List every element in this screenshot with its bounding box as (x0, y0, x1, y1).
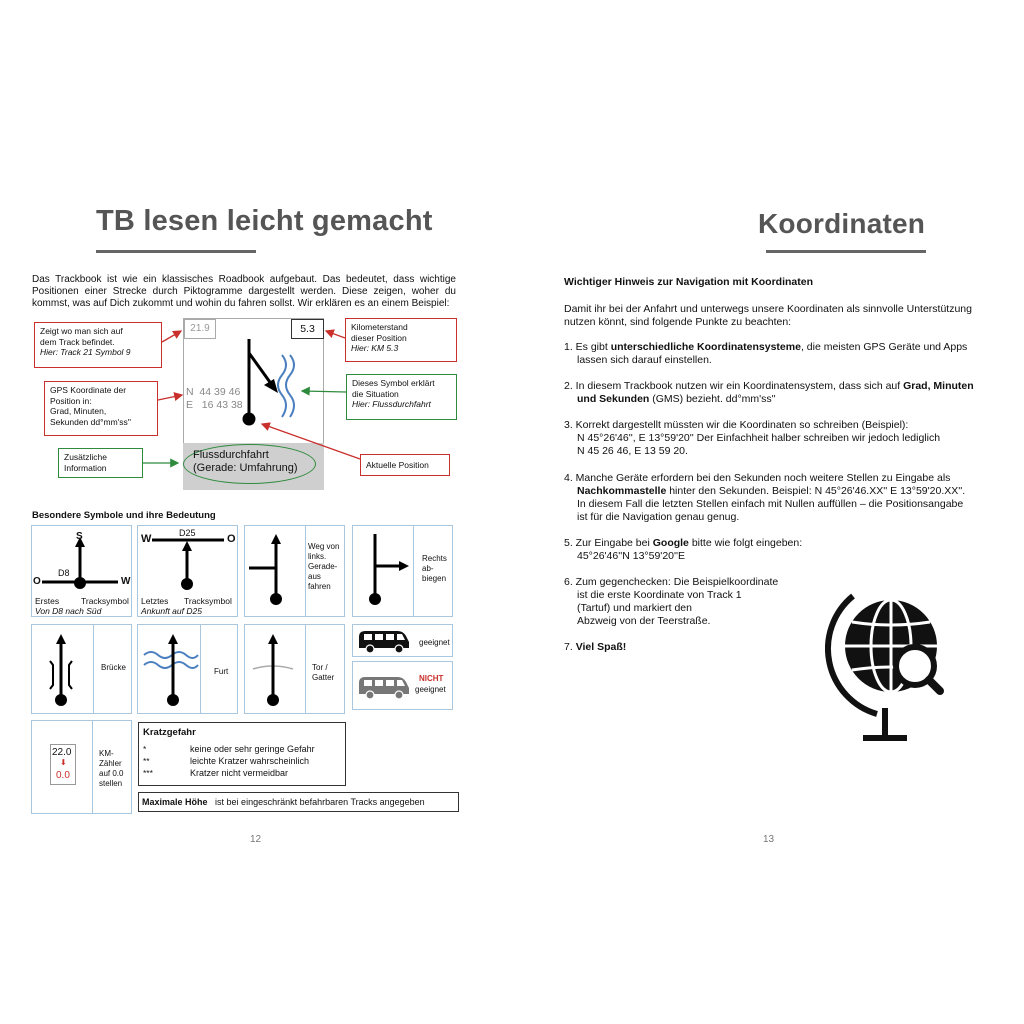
coordinate-e: E 16 43 38 (186, 399, 243, 411)
callout-km: Kilometerstand dieser Position Hier: KM 5.3 (345, 318, 457, 362)
right-page-title: Koordinaten (758, 208, 926, 239)
point-1: 1. Es gibt unterschiedliche Koordinatensysteme, die meisten GPS Geräte und Apps lassen sich darauf einstellen. (564, 341, 968, 366)
info-line-1: Flussdurchfahrt (193, 449, 269, 461)
left-intro: Das Trackbook ist wie ein klassisches Roadbook aufgebaut. Das bedeutet, dass wichtige Positionen einer Strecke durch Piktogramme dargestellt werden. Diese zeigen, woher du kommst, was auf Dich zukommt und wohin du fahren sollst. Wir erklären es an einem Beispiel: (32, 274, 456, 309)
ford-icon (138, 625, 200, 715)
symbol-way-from-left: Weg von links. Gerade-aus fahren (244, 525, 345, 617)
kratz-row-3-stars: *** (143, 768, 153, 778)
kratz-row-1-stars: * (143, 744, 147, 754)
down-arrow-icon: ⬇ (60, 758, 67, 767)
turn-right-icon (353, 526, 413, 616)
callout-gps: GPS Koordinate der Position in: Grad, Minuten, Sekunden dd°mm'ss'' (44, 381, 158, 436)
symbols-heading: Besondere Symbole und ihre Bedeutung (32, 510, 216, 521)
coordinate-n: N 44 39 46 (186, 386, 241, 398)
point-3: 3. Korrekt dargestellt müssten wir die Koordinaten so schreiben (Beispiel): N 45°26'46'', E 13°59'20'' Der Einfachheit halber schreiben wir jedoch lediglich N 45 26 46, E 13 59 20. (564, 419, 941, 457)
right-title-rule (766, 250, 926, 253)
kratz-row-1-text: keine oder sehr geringe Gefahr (190, 744, 315, 754)
point-7: 7. Viel Spaß! (564, 641, 627, 653)
max-height-box: Maximale Höhe ist bei eingeschränkt befahrbaren Tracks angegeben (138, 792, 459, 812)
kratzgefahr-box: Kratzgefahr * keine oder sehr geringe Gefahr ** leichte Kratzer wahrscheinlich *** Kratzer nicht vermeidbar (138, 722, 346, 786)
point-4: 4. Manche Geräte erfordern bei den Sekunden noch weitere Stellen zu Eingabe als Nachkommastelle hinter den Sekunden. Beispiel: N 45°26'46.XX'' E 13°59'20.XX''. In diesem Fall die letzten Stellen einfach mit Nullen auffüllen – die Positionsangabe ist für die Navigation genau genug. (564, 472, 966, 523)
van-not-suitable: NICHT geeignet (352, 661, 453, 710)
kratz-row-2-stars: ** (143, 756, 150, 766)
symbol-first-track: S O W D8 Erstes Tracksymbol Von D8 nach Süd (31, 525, 132, 617)
point-6: 6. Zum gegenchecken: Die Beispielkoordinate ist die erste Koordinate von Track 1 (Tartuf) und markiert den Abzweig von der Teerstraße. (564, 576, 779, 627)
gate-icon (245, 625, 305, 715)
km-position-box: 5.3 (291, 319, 324, 339)
callout-position: Aktuelle Position (360, 454, 450, 476)
way-from-left-icon (245, 526, 305, 616)
info-line-2: (Gerade: Umfahrung) (193, 462, 298, 474)
page-number-left: 12 (250, 834, 262, 845)
point-2: 2. In diesem Trackbook nutzen wir ein Koordinatensystem, dass sich auf Grad, Minuten und Sekunden (GMS) bezieht. dd°mm'ss'' (564, 380, 974, 405)
left-page-title: TB lesen leicht gemacht (96, 205, 433, 237)
page-number-right: 13 (763, 834, 775, 845)
callout-extra: Zusätzliche Information (58, 448, 143, 478)
bridge-icon (32, 625, 92, 715)
symbol-gate: Tor / Gatter (244, 624, 345, 714)
symbol-bridge: Brücke (31, 624, 132, 714)
callout-symbol: Dieses Symbol erklärt die Situation Hier: Flussdurchfahrt (346, 374, 457, 420)
globe-search-icon (825, 588, 945, 744)
symbol-last-track: W O D25 Letztes Tracksymbol Ankunft auf D25 (137, 525, 238, 617)
symbol-ford: Furt (137, 624, 238, 714)
km-total-box: 21.9 (184, 319, 216, 339)
right-intro: Damit ihr bei der Anfahrt und unterwegs unsere Koordinaten als sinnvolle Unterstützung nutzen könnt, sind folgende Punkte zu beachten: (564, 303, 972, 328)
kratz-row-2-text: leichte Kratzer wahrscheinlich (190, 756, 310, 766)
point-5: 5. Zur Eingabe bei Google bitte wie folgt eingeben: 45°26'46''N 13°59'20''E (564, 537, 803, 562)
right-subtitle: Wichtiger Hinweis zur Navigation mit Koordinaten (564, 276, 814, 288)
van-icon (356, 628, 411, 655)
kratz-row-3-text: Kratzer nicht vermeidbar (190, 768, 289, 778)
callout-track: Zeigt wo man sich auf dem Track befindet. Hier: Track 21 Symbol 9 (34, 322, 162, 368)
symbol-turn-right: Rechts ab-biegen (352, 525, 453, 617)
km-counter-reset: 22.0 ⬇ 0.0 KM-Zähler auf 0.0 stellen (31, 720, 132, 814)
van-suitable: geeignet (352, 624, 453, 657)
van-grey-icon (356, 674, 411, 701)
